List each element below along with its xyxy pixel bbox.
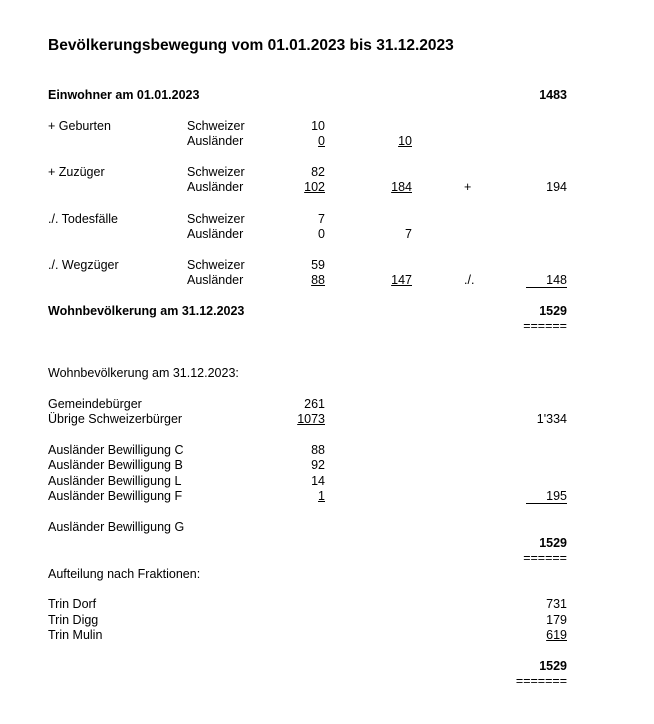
zuzueger-label: + Zuzüger: [48, 165, 105, 179]
section2-total: 1529: [539, 536, 567, 550]
geburten-auslaender-value: 0: [318, 134, 325, 148]
section3-total: 1529: [539, 659, 567, 673]
bew-f-label: Ausländer Bewilligung F: [48, 489, 183, 503]
todesfaelle-auslaender-value: 0: [318, 227, 325, 241]
uebrige-label: Übrige Schweizerbürger: [48, 412, 183, 426]
todesfaelle-label: ./. Todesfälle: [48, 212, 118, 226]
section3-double-rule: =======: [515, 674, 567, 688]
wegzueger-schweizer-label: Schweizer: [187, 258, 245, 272]
trin-digg-value: 179: [546, 613, 567, 627]
trin-mulin-value: 619: [546, 628, 567, 642]
geburten-auslaender-label: Ausländer: [187, 134, 244, 148]
bew-c-value: 88: [311, 443, 325, 457]
geburten-schweizer-value: 10: [311, 119, 325, 133]
wegzueger-operator: ./.: [464, 273, 475, 287]
wegzueger-sum: 147: [391, 273, 412, 287]
zuzueger-auslaender-label: Ausländer: [187, 180, 244, 194]
gemeindebuerger-value: 261: [304, 397, 325, 411]
page-title: Bevölkerungsbewegung vom 01.01.2023 bis 31.12.2023: [48, 37, 454, 54]
todesfaelle-auslaender-label: Ausländer: [187, 227, 244, 241]
zuzueger-sum: 184: [391, 180, 412, 194]
zuzueger-schweizer-value: 82: [311, 165, 325, 179]
bew-f-value: 1: [318, 489, 325, 503]
trin-dorf-value: 731: [546, 597, 567, 611]
zuzueger-operator: +: [464, 180, 472, 194]
section3-heading: Aufteilung nach Fraktionen:: [48, 567, 201, 581]
wohnbevoelkerung-label: Wohnbevölkerung am 31.12.2023: [48, 304, 245, 318]
wegzueger-total: 148: [546, 273, 567, 287]
auslaender-total: 195: [546, 489, 567, 503]
geburten-schweizer-label: Schweizer: [187, 119, 245, 133]
wohnbevoelkerung-double-rule: ======: [523, 319, 567, 333]
trin-digg-label: Trin Digg: [48, 613, 99, 627]
bew-g-label: Ausländer Bewilligung G: [48, 520, 185, 534]
wegzueger-auslaender-label: Ausländer: [187, 273, 244, 287]
zuzueger-auslaender-value: 102: [304, 180, 325, 194]
bew-b-label: Ausländer Bewilligung B: [48, 458, 183, 472]
wegzueger-label: ./. Wegzüger: [48, 258, 119, 272]
todesfaelle-schweizer-label: Schweizer: [187, 212, 245, 226]
bew-l-label: Ausländer Bewilligung L: [48, 474, 182, 488]
zuzueger-schweizer-label: Schweizer: [187, 165, 245, 179]
geburten-sum: 10: [398, 134, 412, 148]
section2-double-rule: ======: [523, 551, 567, 565]
trin-dorf-label: Trin Dorf: [48, 597, 97, 611]
einwohner-label: Einwohner am 01.01.2023: [48, 88, 200, 102]
uebrige-value: 1073: [297, 412, 325, 426]
bew-l-value: 14: [311, 474, 325, 488]
wegzueger-schweizer-value: 59: [311, 258, 325, 272]
einwohner-total: 1483: [539, 88, 567, 102]
todesfaelle-schweizer-value: 7: [318, 212, 325, 226]
wohnbevoelkerung-total: 1529: [539, 304, 567, 318]
trin-mulin-label: Trin Mulin: [48, 628, 103, 642]
schweizer-total: 1'334: [536, 412, 567, 426]
todesfaelle-sum: 7: [405, 227, 412, 241]
wegzueger-auslaender-value: 88: [311, 273, 325, 287]
gemeindebuerger-label: Gemeindebürger: [48, 397, 142, 411]
section2-heading: Wohnbevölkerung am 31.12.2023:: [48, 366, 239, 380]
bew-b-value: 92: [311, 458, 325, 472]
zuzueger-total: 194: [546, 180, 567, 194]
bew-c-label: Ausländer Bewilligung C: [48, 443, 184, 457]
geburten-label: + Geburten: [48, 119, 111, 133]
